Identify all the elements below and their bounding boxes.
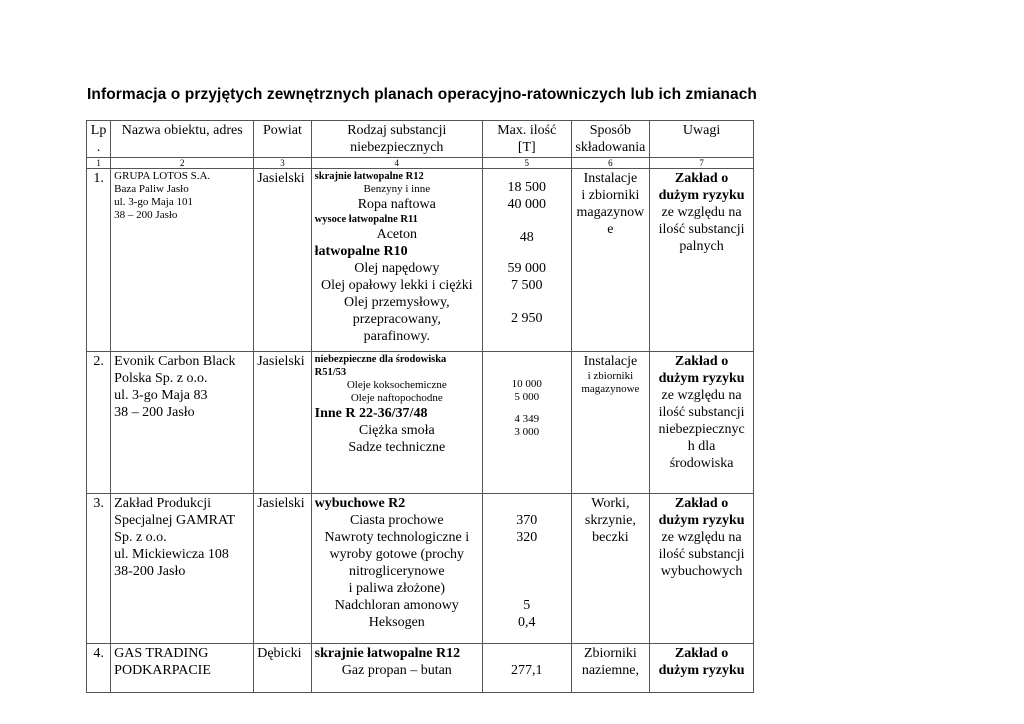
substance-item: Oleje naftopochodne [350, 392, 443, 404]
table-row [87, 494, 754, 644]
header-rodzaj [311, 121, 482, 158]
storage-line: Instalacje [583, 354, 638, 369]
plans-table [86, 120, 754, 693]
row-address [111, 494, 254, 644]
address-line: Evonik Carbon Black [114, 354, 236, 369]
quantity-value: 59 000 [507, 261, 547, 276]
quantity-value: 7 500 [511, 278, 543, 293]
substance-item: Ropa naftowa [357, 197, 436, 212]
row-lp: 3. [87, 494, 111, 644]
substance-item: Benzyny i inne [363, 183, 431, 195]
header-sposob [571, 121, 650, 158]
header-rodzaj-line: Rodzaj substancji [347, 123, 447, 138]
column-number: 4 [311, 158, 482, 169]
substance-item: Heksogen [368, 615, 425, 630]
notes-line: dużym ryzyku [658, 371, 745, 386]
column-number: 5 [482, 158, 571, 169]
row-powiat: Jasielski [254, 494, 311, 644]
storage-line: magazynow [576, 205, 645, 220]
substance-class: skrajnie łatwopalne R12 [314, 171, 424, 182]
notes-line: wybuchowych [660, 564, 743, 579]
quantity-value: 5 000 [514, 391, 540, 403]
quantity-value: 320 [516, 530, 538, 545]
substance-item: Gaz propan – butan [341, 663, 452, 678]
storage-line: magazynowe [581, 383, 640, 395]
header-max-line: Max. ilość [497, 123, 557, 138]
header-sposob-line: Sposób [589, 123, 631, 138]
substance-item: Ciasta prochowe [349, 513, 444, 528]
quantity-value: 370 [516, 513, 538, 528]
substance-item: parafinowy. [363, 329, 430, 344]
notes-line: niebezpiecznyc [658, 422, 745, 437]
row-quantities [482, 169, 571, 352]
address-line: ul. 3-go Maja 101 [114, 196, 193, 208]
header-sposob-line: składowania [575, 140, 646, 155]
column-number: 2 [111, 158, 254, 169]
quantity-value: 277,1 [511, 663, 543, 678]
notes-line: dużym ryzyku [658, 188, 745, 203]
row-lp: 2. [87, 352, 111, 494]
row-address [111, 644, 254, 693]
row-powiat: Dębicki [254, 644, 311, 693]
header-powiat: Powiat [254, 121, 311, 158]
storage-line: Instalacje [583, 171, 638, 186]
storage-line: naziemne, [581, 663, 639, 678]
notes-line: dużym ryzyku [658, 663, 745, 678]
storage-line: Worki, [591, 496, 630, 511]
address-line: Sp. z o.o. [114, 530, 167, 545]
row-lp: 1. [87, 169, 111, 352]
row-notes [650, 494, 754, 644]
quantity-value: 0,4 [518, 615, 536, 630]
quantity-value: 40 000 [507, 197, 547, 212]
row-address [111, 169, 254, 352]
column-number: 1 [87, 158, 111, 169]
row-notes [650, 352, 754, 494]
substance-class: łatwopalne R10 [314, 244, 408, 259]
header-rodzaj-line: niebezpiecznych [350, 140, 444, 155]
substance-item: Aceton [376, 227, 418, 242]
table-row [87, 644, 754, 693]
row-quantities [482, 494, 571, 644]
address-line: ul. 3-go Maja 83 [114, 388, 208, 403]
column-number: 7 [650, 158, 754, 169]
row-substances [311, 494, 482, 644]
row-quantities [482, 352, 571, 494]
notes-line: palnych [679, 239, 724, 254]
storage-line: skrzynie, [584, 513, 636, 528]
substance-item: wyroby gotowe (prochy [329, 547, 465, 562]
address-line: Zakład Produkcji [114, 496, 211, 511]
notes-line: Zakład o [674, 646, 729, 661]
header-uwagi: Uwagi [650, 121, 754, 158]
substance-class: skrajnie łatwopalne R12 [314, 646, 461, 661]
address-line: Specjalnej GAMRAT [114, 513, 236, 528]
row-substances [311, 352, 482, 494]
notes-line: ze względu na [661, 388, 742, 403]
notes-line: ilość substancji [658, 547, 745, 562]
header-nazwa: Nazwa obiektu, adres [111, 121, 254, 158]
row-storage [571, 494, 650, 644]
substance-item: Olej przemysłowy, [343, 295, 450, 310]
substance-class: Inne R 22-36/37/48 [314, 406, 428, 421]
address-line: 38 – 200 Jasło [114, 405, 195, 420]
header-lp: Lp . [87, 121, 111, 158]
quantity-value: 4 349 [514, 413, 540, 425]
storage-line: i zbiorniki [587, 370, 634, 382]
substance-item: Nawroty technologiczne i [324, 530, 470, 545]
column-number-row [87, 158, 754, 169]
notes-line: ilość substancji [658, 222, 745, 237]
notes-line: ze względu na [661, 205, 742, 220]
notes-line: ze względu na [661, 530, 742, 545]
row-storage [571, 352, 650, 494]
substance-item: Sadze techniczne [348, 440, 446, 455]
address-line: Baza Paliw Jasło [114, 183, 189, 195]
substance-item: Olej opałowy lekki i ciężki [320, 278, 473, 293]
quantity-value: 18 500 [507, 180, 547, 195]
notes-line: Zakład o [674, 354, 729, 369]
notes-line: h dla [687, 439, 716, 454]
substance-item: Olej napędowy [354, 261, 440, 276]
storage-line: beczki [592, 530, 629, 545]
table-row [87, 352, 754, 494]
address-line: GAS TRADING [114, 646, 209, 661]
row-substances [311, 644, 482, 693]
substance-class: wysoce łatwopalne R11 [314, 214, 418, 225]
quantity-value: 3 000 [514, 426, 540, 438]
notes-line: Zakład o [674, 171, 729, 186]
substance-item: Nadchloran amonowy [334, 598, 459, 613]
storage-line: i zbiorniki [581, 188, 640, 203]
notes-line: dużym ryzyku [658, 513, 745, 528]
column-number: 3 [254, 158, 311, 169]
address-line: 38-200 Jasło [114, 564, 186, 579]
address-line: PODKARPACIE [114, 663, 211, 678]
row-substances [311, 169, 482, 352]
header-max-line: [T] [517, 140, 536, 155]
quantity-value: 48 [519, 230, 534, 245]
address-line: Polska Sp. z o.o. [114, 371, 208, 386]
storage-line: e [607, 222, 614, 237]
column-number: 6 [571, 158, 650, 169]
row-storage [571, 169, 650, 352]
document-title: Informacja o przyjętych zewnętrznych planach operacyjno-ratowniczych lub ich zmianach [87, 86, 757, 103]
notes-line: środowiska [669, 456, 734, 471]
row-storage [571, 644, 650, 693]
row-powiat: Jasielski [254, 169, 311, 352]
substance-item: Oleje koksochemiczne [346, 379, 447, 391]
row-notes [650, 169, 754, 352]
table-row [87, 169, 754, 352]
header-max [482, 121, 571, 158]
quantity-value: 5 [523, 598, 531, 613]
substance-item: i paliwa złożone) [348, 581, 445, 596]
table-header-row [87, 121, 754, 158]
substance-class: niebezpieczne dla środowiska [314, 354, 447, 365]
row-notes [650, 644, 754, 693]
quantity-value: 2 950 [511, 311, 543, 326]
substance-item: nitroglicerynowe [348, 564, 445, 579]
storage-line: Zbiorniki [583, 646, 637, 661]
quantity-value: 10 000 [511, 378, 542, 390]
address-line: GRUPA LOTOS S.A. [114, 170, 211, 182]
substance-item: przepracowany, [352, 312, 441, 327]
row-powiat: Jasielski [254, 352, 311, 494]
address-line: 38 – 200 Jasło [114, 209, 178, 221]
row-lp: 4. [87, 644, 111, 693]
row-quantities [482, 644, 571, 693]
substance-item: Ciężka smoła [358, 423, 435, 438]
notes-line: ilość substancji [658, 405, 745, 420]
substance-class: wybuchowe R2 [314, 496, 406, 511]
row-address [111, 352, 254, 494]
substance-class: R51/53 [314, 367, 347, 378]
notes-line: Zakład o [674, 496, 729, 511]
address-line: ul. Mickiewicza 108 [114, 547, 229, 562]
